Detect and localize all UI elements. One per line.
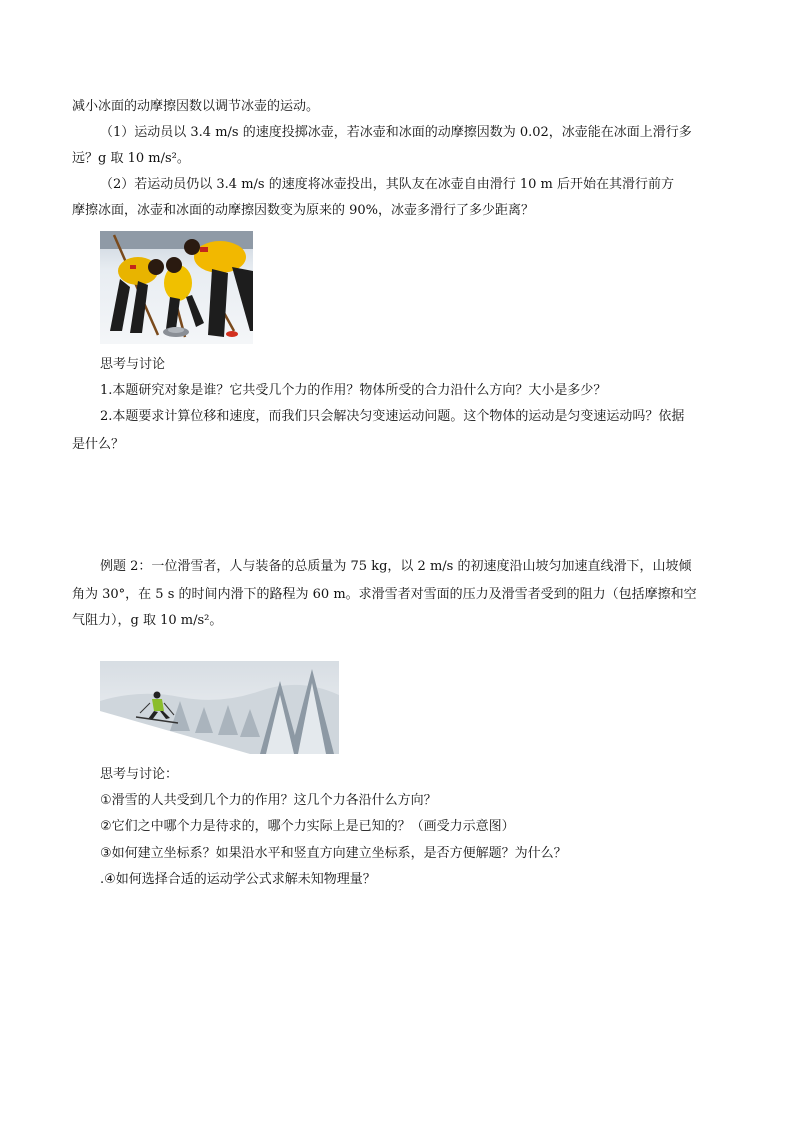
discussion-2-item-2: ②它们之中哪个力是待求的，哪个力实际上是已知的？（画受力示意图）: [100, 819, 515, 834]
question-2-line-2: 摩擦冰面，冰壶和冰面的动摩擦因数变为原来的 90%，冰壶多滑行了多少距离？: [72, 203, 535, 218]
curling-photo: [100, 231, 253, 344]
skier-photo: [100, 661, 339, 754]
question-1-line-1: （1）运动员以 3.4 m/s 的速度投掷冰壶，若冰壶和冰面的动摩擦因数为 0.02，冰壶能在冰面上滑行多: [100, 125, 692, 140]
example-2-line-3: 气阻力），g 取 10 m/s²。: [72, 613, 223, 628]
question-1-line-2: 远？g 取 10 m/s²。: [72, 151, 190, 166]
example-2-line-1: 例题 2：一位滑雪者，人与装备的总质量为 75 kg，以 2 m/s 的初速度沿山坡匀加速直线滑下，山坡倾: [100, 559, 692, 574]
question-2-line-1: （2）若运动员仍以 3.4 m/s 的速度将冰壶投出，其队友在冰壶自由滑行 10 m 后开始在其滑行前方: [100, 177, 674, 192]
discussion-1-item-2-line-1: 2.本题要求计算位移和速度，而我们只会解决匀变速运动问题。这个物体的运动是匀变速运动吗？依据: [100, 409, 685, 424]
discussion-2-item-1: ①滑雪的人共受到几个力的作用？这几个力各沿什么方向？: [100, 793, 437, 808]
discussion-1-item-2-line-2: 是什么？: [72, 437, 125, 452]
intro-line: 减小冰面的动摩擦因数以调节冰壶的运动。: [72, 99, 320, 114]
discussion-1-item-1: 1.本题研究对象是谁？它共受几个力的作用？物体所受的合力沿什么方向？大小是多少？: [100, 383, 607, 398]
discussion-2-item-3: ③如何建立坐标系？如果沿水平和竖直方向建立坐标系，是否方便解题？为什么？: [100, 846, 567, 861]
discussion-1-heading: 思考与讨论: [100, 357, 166, 372]
discussion-2-item-4: .④如何选择合适的运动学公式求解未知物理量？: [100, 872, 376, 887]
discussion-2-heading: 思考与讨论：: [100, 767, 179, 782]
example-2-line-2: 角为 30°，在 5 s 的时间内滑下的路程为 60 m。求滑雪者对雪面的压力及滑雪者受到的阻力（包括摩擦和空: [72, 587, 697, 602]
